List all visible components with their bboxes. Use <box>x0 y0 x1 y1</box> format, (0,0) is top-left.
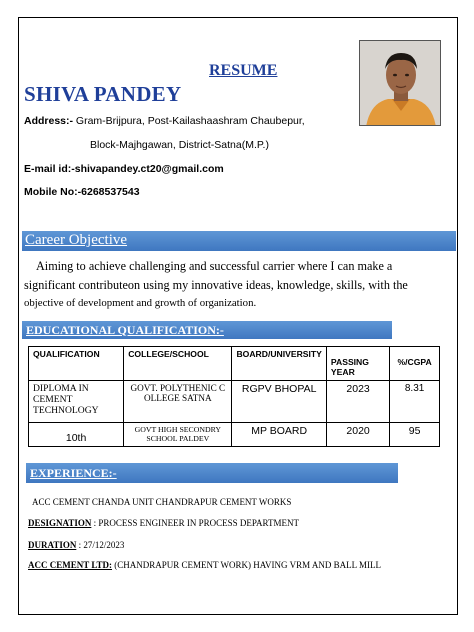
experience-heading: EXPERIENCE:- <box>26 463 398 483</box>
duration-value: : 27/12/2023 <box>76 540 125 550</box>
header-board: BOARD/UNIVERSITY <box>232 347 326 381</box>
cell-college: GOVT. POLYTHENIC C OLLEGE SATNA <box>124 381 232 423</box>
career-line-1: Aiming to achieve challenging and successful carrier where I can make a <box>36 259 393 273</box>
cell-year: 2020 <box>326 423 389 447</box>
address-line-1 <box>24 115 305 127</box>
designation-label: DESIGNATION <box>28 518 92 528</box>
header-cgpa: %/CGPA <box>390 347 440 381</box>
table-header-row <box>29 347 440 381</box>
mobile-label: Mobile No:- <box>24 186 82 198</box>
email-value: shivapandey.ct20@gmail.com <box>74 163 224 175</box>
mobile-line <box>24 186 140 198</box>
profile-photo <box>359 40 441 126</box>
designation-line <box>28 518 299 528</box>
education-table <box>28 346 440 447</box>
acc-cement-line <box>28 560 381 570</box>
designation-value: : PROCESS ENGINEER IN PROCESS DEPARTMENT <box>91 518 300 528</box>
cell-year: 2023 <box>326 381 389 423</box>
duration-line <box>28 540 124 550</box>
cell-board: MP BOARD <box>232 423 326 447</box>
career-objective-bar <box>22 231 456 251</box>
experience-company: ACC CEMENT CHANDA UNIT CHANDRAPUR CEMENT WORKS <box>32 497 292 507</box>
header-qualification: QUALIFICATION <box>29 347 124 381</box>
career-objective-heading: Career Objective <box>25 232 128 248</box>
education-heading: EDUCATIONAL QUALIFICATION:- <box>22 321 392 339</box>
cell-cgpa: 95 <box>390 423 440 447</box>
table-row <box>29 423 440 447</box>
email-label: E-mail id:- <box>24 163 75 175</box>
table-row <box>29 381 440 423</box>
career-line-3: objective of development and growth of organization. <box>24 297 257 309</box>
career-line-2: significant contributeon using my innovative ideas, knowledge, skills, with the <box>24 278 408 292</box>
cell-qualification: DIPLOMA IN CEMENT TECHNOLOGY <box>29 381 124 423</box>
acc-cement-label: ACC CEMENT LTD: <box>28 560 113 570</box>
cell-qualification: 10th <box>29 423 124 447</box>
header-college: COLLEGE/SCHOOL <box>124 347 232 381</box>
person-photo-icon <box>360 41 441 126</box>
cell-cgpa: 8.31 <box>390 381 440 423</box>
address-label: Address:- <box>24 115 74 127</box>
acc-cement-value: (CHANDRAPUR CEMENT WORK) HAVING VRM AND BALL MILL <box>112 560 382 570</box>
duration-label: DURATION <box>28 540 77 550</box>
cell-college: GOVT HIGH SECONDRY SCHOOL PALDEV <box>124 423 232 447</box>
candidate-name: SHIVA PANDEY <box>24 82 182 106</box>
mobile-value: 6268537543 <box>81 186 140 198</box>
cell-board: RGPV BHOPAL <box>232 381 326 423</box>
address-value-1: Gram-Brijpura, Post-Kailashaashram Chaubepur, <box>73 115 305 127</box>
address-line-2: Block-Majhgawan, District-Satna(M.P.) <box>90 139 269 151</box>
email-line <box>24 163 224 175</box>
header-passing-year: PASSING YEAR <box>326 347 389 381</box>
resume-title: RESUME <box>209 62 278 79</box>
